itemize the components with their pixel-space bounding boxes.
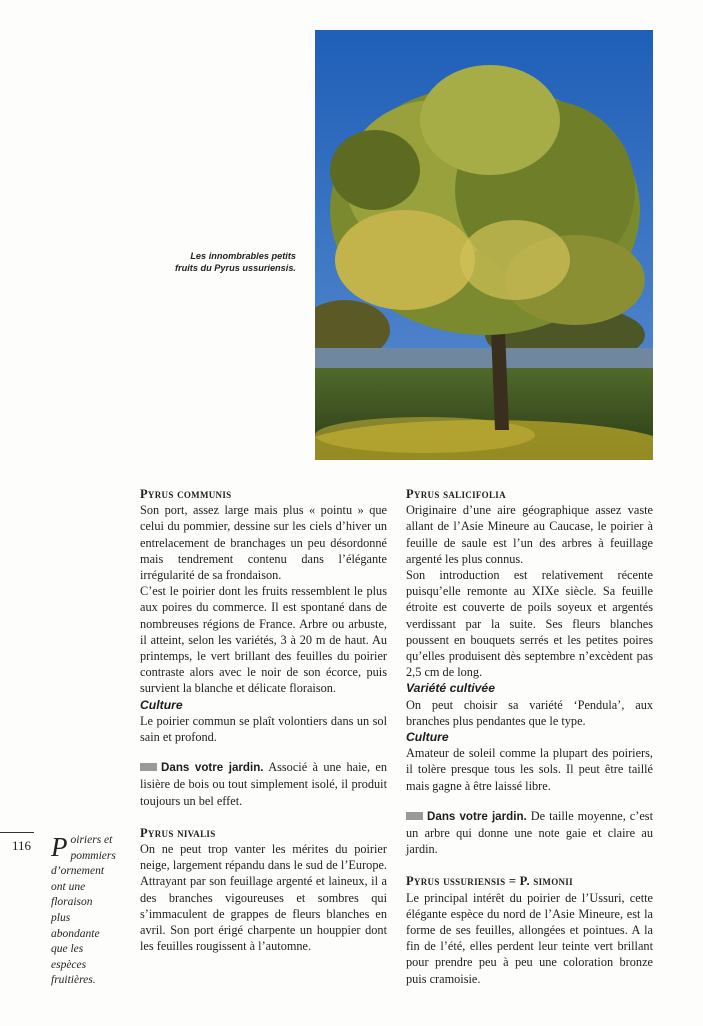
side-note-line: plus [51, 911, 71, 924]
heading-pyrus-communis: Pyrus communis [140, 487, 232, 501]
side-note [51, 833, 121, 989]
nivalis-paragraph-1: On ne peut trop vanter les mérites du poirier neige, largement répandu dans le sud de l’Europe. Attrayant par son feuillage argenté et laineux, il a des branches vigoureuses et sombres qui s’immaculent de grappes de fleurs blanches en avril. Son port érigé charpente un houppier dont les feuilles rougissent à l’automne. [140, 842, 387, 954]
side-note-line: fruitières. [51, 974, 96, 987]
communis-culture-heading: Culture [140, 697, 183, 712]
salicifolia-variety-text: On peut choisir sa variété ‘Pendula’, aux branches plus pendantes que le type. [406, 697, 653, 728]
heading-pyrus-salicifolia: Pyrus salicifolia [406, 487, 506, 501]
side-note-line: que les [51, 943, 84, 956]
page-rule [0, 832, 34, 833]
salicifolia-culture-heading: Culture [406, 730, 449, 745]
salicifolia-garden-note [406, 808, 653, 858]
communis-paragraph-1: Son port, assez large mais plus « pointu » que celui du pommier, dessine sur les ciels d’hiver un entrelacement de branchages un peu désordonné mais tendrement contenu dans l’élégante irrégularité de sa frondaison. [140, 503, 387, 583]
tree-illustration [315, 30, 653, 460]
photo-caption [150, 250, 296, 274]
drop-cap: P [51, 832, 68, 862]
garden-text: Associé à une haie, en lisière de bois ou tout simplement isolé, il produit toujours un bel effet. [140, 760, 388, 808]
grey-bar-marker [406, 812, 423, 820]
side-note-line: espèces [51, 958, 87, 971]
garden-label: Dans votre jardin. [427, 809, 527, 823]
salicifolia-variety-heading: Variété cultivée [406, 681, 495, 696]
ussuriensis-paragraph-1: Le principal intérêt du poirier de l’Ussuri, cette élégante espèce du nord de l’Asie Mineure, est la forme de ses feuilles, allongées et pointues. A la fin de l’été, elles perdent leur teinte vert brillant pour prendre peu à peu une coloration bronze puis cramoisie. [406, 890, 653, 986]
grey-bar-marker [140, 763, 157, 771]
tree-photo [315, 30, 653, 460]
side-note-first: oiriers et [70, 834, 113, 846]
heading-pyrus-nivalis: Pyrus nivalis [140, 825, 216, 840]
communis-garden-note [140, 759, 387, 809]
salicifolia-paragraph-2: Son introduction est relativement récente puisqu’elle remonte au XIXe siècle. Sa feuille étroite est couverte de poils soyeux et argentés verdissant par la suite. Ses fleurs blanches poussent en bouquets serrés et les petites poires qu’elles produisent dès septembre n’excèdent pas 2,5 cm de long. [406, 568, 653, 680]
side-note-line: abondante [51, 927, 100, 940]
garden-text: De taille moyenne, c’est un arbre qui donne une note gaie et claire au jardin. [406, 808, 653, 857]
salicifolia-paragraph-1: Originaire d’une aire géographique assez vaste allant de l’Asie Mineure au Caucase, le poirier à feuille de saule est l’un des arbres à feuillage argenté les plus connus. [406, 503, 653, 566]
garden-label: Dans votre jardin. [161, 761, 264, 775]
right-column [406, 486, 653, 987]
page-number: 116 [12, 838, 32, 853]
heading-pyrus-ussuriensis: Pyrus ussuriensis = P. simonii [406, 874, 573, 889]
salicifolia-culture-text: Amateur de soleil comme la plupart des poiriers, il tolère presque tous les sols. Il peut être taillé mais gagne à être laissé libre. [406, 746, 653, 793]
side-note-line: pommiers [70, 849, 116, 862]
communis-paragraph-2: C’est le poirier dont les fruits ressemblent le plus aux poires du commerce. Il est spontané dans de nombreuses régions de France. Arbre ou arbuste, il atteint, selon les variétés, 3 à 20 m de haut. Au printemps, le vert brillant des feuilles du poirier contraste alors avec le noir de son écorce, puis survient la blanche et délicate floraison. [140, 584, 387, 696]
left-column [140, 486, 387, 954]
side-note-line: ont une [51, 880, 86, 893]
communis-culture-text: Le poirier commun se plaît volontiers dans un sol sain et profond. [140, 713, 387, 745]
caption-line-1: Les innombrables petits [190, 251, 296, 261]
caption-line-2: fruits du Pyrus ussuriensis. [174, 263, 296, 273]
side-note-line: d’ornement [51, 865, 105, 878]
side-note-line: floraison [51, 896, 93, 909]
